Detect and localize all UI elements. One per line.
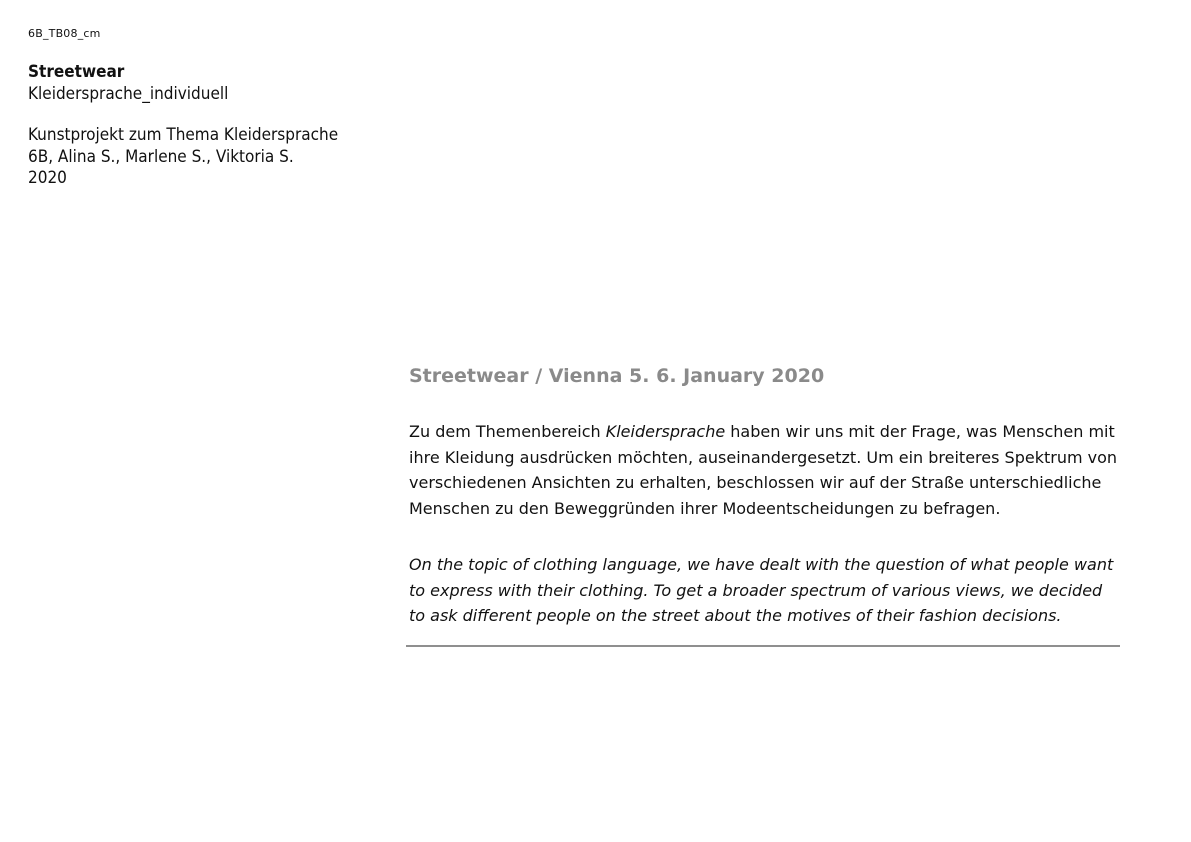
german-text-emphasis: Kleidersprache (605, 422, 726, 441)
german-text-after: haben wir uns mit der Frage, was Menschen mit ihre Kleidung ausdrücken möchten, auseinandergesetzt. Um ein breiteres Spektrum von verschiedenen Ansichten zu erhalten, beschlossen wir auf der Straße unterschiedliche Menschen zu den Beweggründen ihrer Modeentscheidungen zu befragen. (409, 422, 1118, 519)
english-paragraph: On the topic of clothing language, we have dealt with the question of what people want to express with their clothing. To get a broader spectrum of various views, we decided to ask different people on the street about the motives of their fashion decisions. (409, 554, 1114, 626)
german-text-before: Zu dem Themenbereich (409, 422, 606, 441)
header-spacer (28, 105, 338, 125)
document-header (28, 62, 338, 190)
document-title: Streetwear (28, 62, 125, 82)
project-authors: 6B, Alina S., Marlene S., Viktoria S. (28, 146, 294, 167)
project-year: 2020 (28, 168, 67, 188)
main-content (409, 363, 1121, 629)
project-description: Kunstprojekt zum Thema Kleidersprache (28, 125, 339, 145)
document-id: 6B_TB08_cm (28, 27, 101, 40)
horizontal-rule (406, 645, 1120, 647)
german-paragraph (409, 419, 1121, 522)
section-title: Streetwear / Vienna 5. 6. January 2020 (409, 365, 825, 387)
document-subtitle: Kleidersprache_individuell (28, 83, 229, 104)
